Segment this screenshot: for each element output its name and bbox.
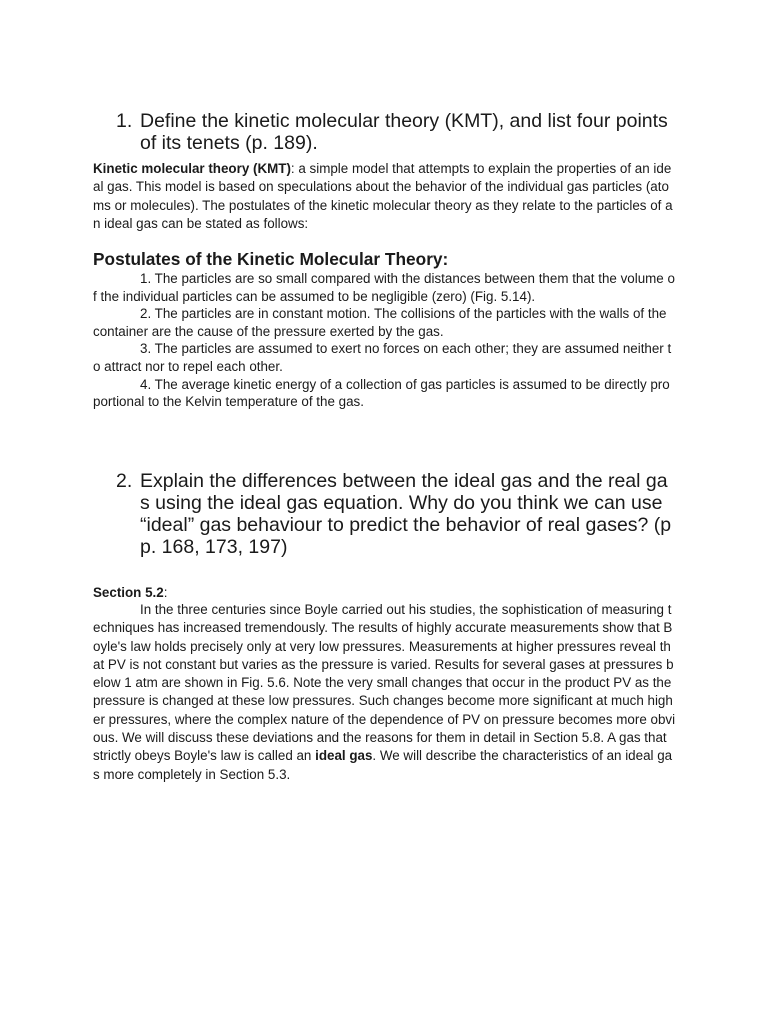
question-2 — [116, 470, 676, 558]
postulates-heading: Postulates of the Kinetic Molecular Theory: — [93, 249, 449, 269]
question-1 — [116, 110, 676, 154]
postulate-item: 1. The particles are so small compared with the distances between them that the volume of the individual particles can be assumed to be negligible (zero) (Fig. 5.14). — [93, 271, 675, 304]
section-5-2-body — [93, 601, 676, 784]
section-text-after: . We will describe the characteristics of an ideal gas more completely in Section 5.3. — [93, 748, 673, 782]
section-5-2-label — [93, 584, 676, 602]
section-colon: : — [163, 585, 168, 600]
question-1-text: Define the kinetic molecular theory (KMT), and list four points of its tenets (p. 189). — [140, 110, 668, 154]
question-1-number: 1. — [116, 110, 133, 132]
postulates-list — [93, 270, 676, 411]
postulate-item: 2. The particles are in constant motion. The collisions of the particles with the walls of the container are the cause of the pressure exerted by the gas. — [93, 306, 667, 339]
kmt-term: Kinetic molecular theory (KMT) — [93, 161, 291, 176]
section-label: Section 5.2 — [93, 585, 164, 600]
postulate-item: 3. The particles are assumed to exert no forces on each other; they are assumed neither to attract nor to repel each other. — [93, 341, 672, 374]
question-2-text: Explain the differences between the ideal gas and the real gas using the ideal gas equation. Why do you think we can use “ideal” gas behaviour to predict the behavior of real gases? (pp. 168, 173, 197) — [140, 470, 672, 558]
section-text-before: In the three centuries since Boyle carried out his studies, the sophistication of measuring techniques has increased tremendously. The results of highly accurate measurements show that Boyle's law holds precisely only at very low pressures. Measurements at higher pressures reveal that PV is not constant but varies as the pressure is varied. Results for several gases at pressures below 1 atm are shown in Fig. 5.6. Note the very small changes that occur in the product PV as the pressure is changed at these low pressures. Such changes become more significant at much higher pressures, where the complex nature of the dependence of PV on pressure becomes more obvious. We will discuss these deviations and the reasons for them in detail in Section 5.8. A gas that strictly obeys Boyle's law is called an — [93, 602, 676, 764]
kmt-definition — [93, 160, 676, 233]
question-2-number: 2. — [116, 470, 133, 492]
kmt-definition-text: : a simple model that attempts to explain the properties of an ideal gas. This model is based on speculations about the behavior of the individual gas particles (atoms or molecules). The postulates of the kinetic molecular theory as they relate to the particles of an ideal gas can be stated as follows: — [93, 161, 673, 231]
ideal-gas-term: ideal gas — [315, 748, 373, 764]
postulate-item: 4. The average kinetic energy of a collection of gas particles is assumed to be directly proportional to the Kelvin temperature of the gas. — [93, 376, 670, 410]
